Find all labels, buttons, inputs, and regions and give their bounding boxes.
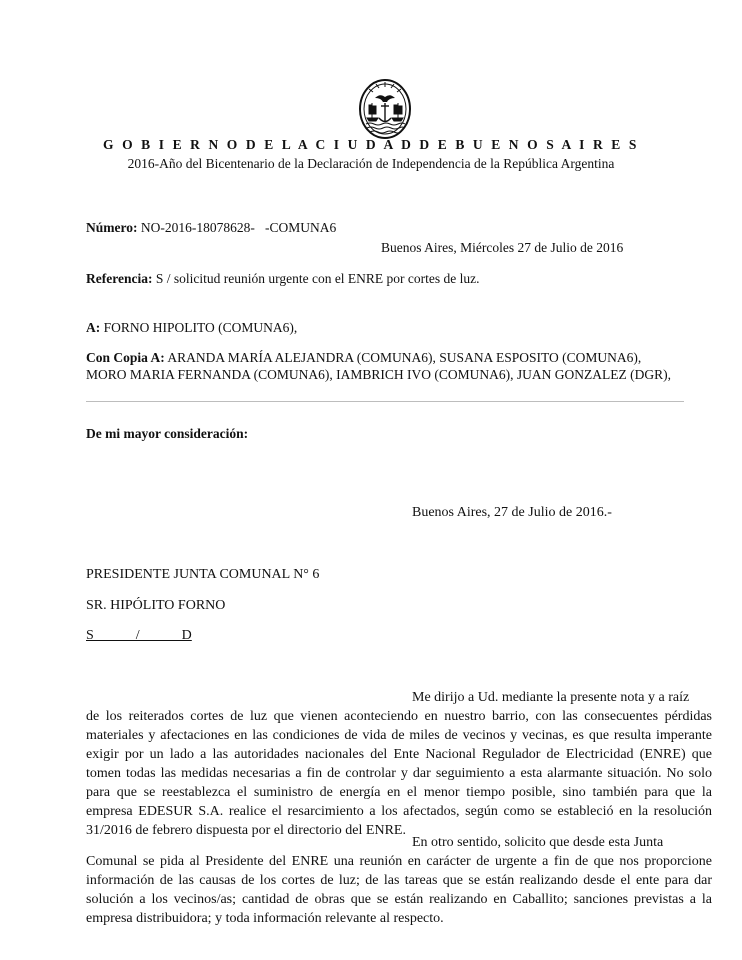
memo-reference-row [86,271,480,287]
memo-to-label: A: [86,320,101,335]
paragraph-1 [86,688,712,840]
government-name: G O B I E R N O D E L A C I U D A D D E B U E N O S A I R E S [103,137,639,152]
memo-number-row [86,220,336,236]
paragraph-1-line: de los reiterados cortes de luz que vienen aconteciendo en nuestro barrio, con las consecuentes pérdidas [86,709,712,724]
salutation: De mi mayor consideración: [86,426,249,441]
paragraph-2 [86,833,712,928]
memo-number-value: NO-2016-18078628- -COMUNA6 [140,220,337,235]
memo-reference-value: S / solicitud reunión urgente con el ENRE por cortes de luz. [155,271,480,286]
paragraph-1-line: para que se reestablezca el suministro de energía en el menor tiempo posible, sino también para que la [86,785,712,800]
sd-line: S / D [86,628,192,643]
buenos-aires-coat-of-arms-icon [358,78,412,142]
paragraph-2-line: En otro sentido, solicito que desde esta Junta [412,835,664,850]
header-divider [86,401,684,402]
memo-number-label: Número: [86,220,138,235]
paragraph-2-line: información de las causas de los cortes de luz; de las tareas que se están realizando desde el ente para dar [86,873,712,888]
paragraph-1-line: materiales y afectaciones en las condiciones de vida de miles de vecinos y vecinas, es que resulta imperante [86,728,712,743]
memo-place-date: Buenos Aires, Miércoles 27 de Julio de 2016 [381,240,624,255]
memo-cc-label: Con Copia A: [86,350,165,365]
paragraph-2-line: solución a los vecinos/as; cantidad de obras que se están realizando en Caballito; sanciones previstas a la [86,892,712,907]
paragraph-1-line: tomen todas las medidas necesarias a fin de controlar y dar seguimiento a esta alarmante situación. No solo [86,766,712,781]
memo-cc-row [86,350,641,366]
memo-cc-line2: MORO MARIA FERNANDA (COMUNA6), IAMBRICH IVO (COMUNA6), JUAN GONZALEZ (DGR), [86,367,671,382]
memo-cc-line1: ARANDA MARÍA ALEJANDRA (COMUNA6), SUSANA ESPOSITO (COMUNA6), [167,350,642,365]
paragraph-1-line: Me dirijo a Ud. mediante la presente nota y a raíz [412,690,690,705]
memo-to-row [86,320,297,336]
memo-reference-label: Referencia: [86,271,153,286]
recipient-name: SR. HIPÓLITO FORNO [86,598,226,613]
paragraph-1-line: exigir por un lado a las autoridades nacionales del Ente Nacional Regulador de Electricidad (ENRE) que [86,747,712,762]
letter-date: Buenos Aires, 27 de Julio de 2016.- [412,505,612,520]
paragraph-2-line: Comunal se pida al Presidente del ENRE una reunión en carácter de urgente a fin de que nos proporcione [86,854,712,869]
recipient-title: PRESIDENTE JUNTA COMUNAL N° 6 [86,567,320,582]
memo-to-value: FORNO HIPOLITO (COMUNA6), [103,320,298,335]
paragraph-2-line: empresa distribuidora; y toda información relevante al respecto. [86,911,444,926]
paragraph-1-line: empresa EDESUR S.A. realice el resarcimiento a los afectados, según como se estableció en la resolución [86,804,712,819]
paragraph-1-line: 31/2016 de febrero dispuesta por el directorio del ENRE. [86,823,406,838]
government-motto: 2016-Año del Bicentenario de la Declaración de Independencia de la República Argentina [127,156,615,171]
